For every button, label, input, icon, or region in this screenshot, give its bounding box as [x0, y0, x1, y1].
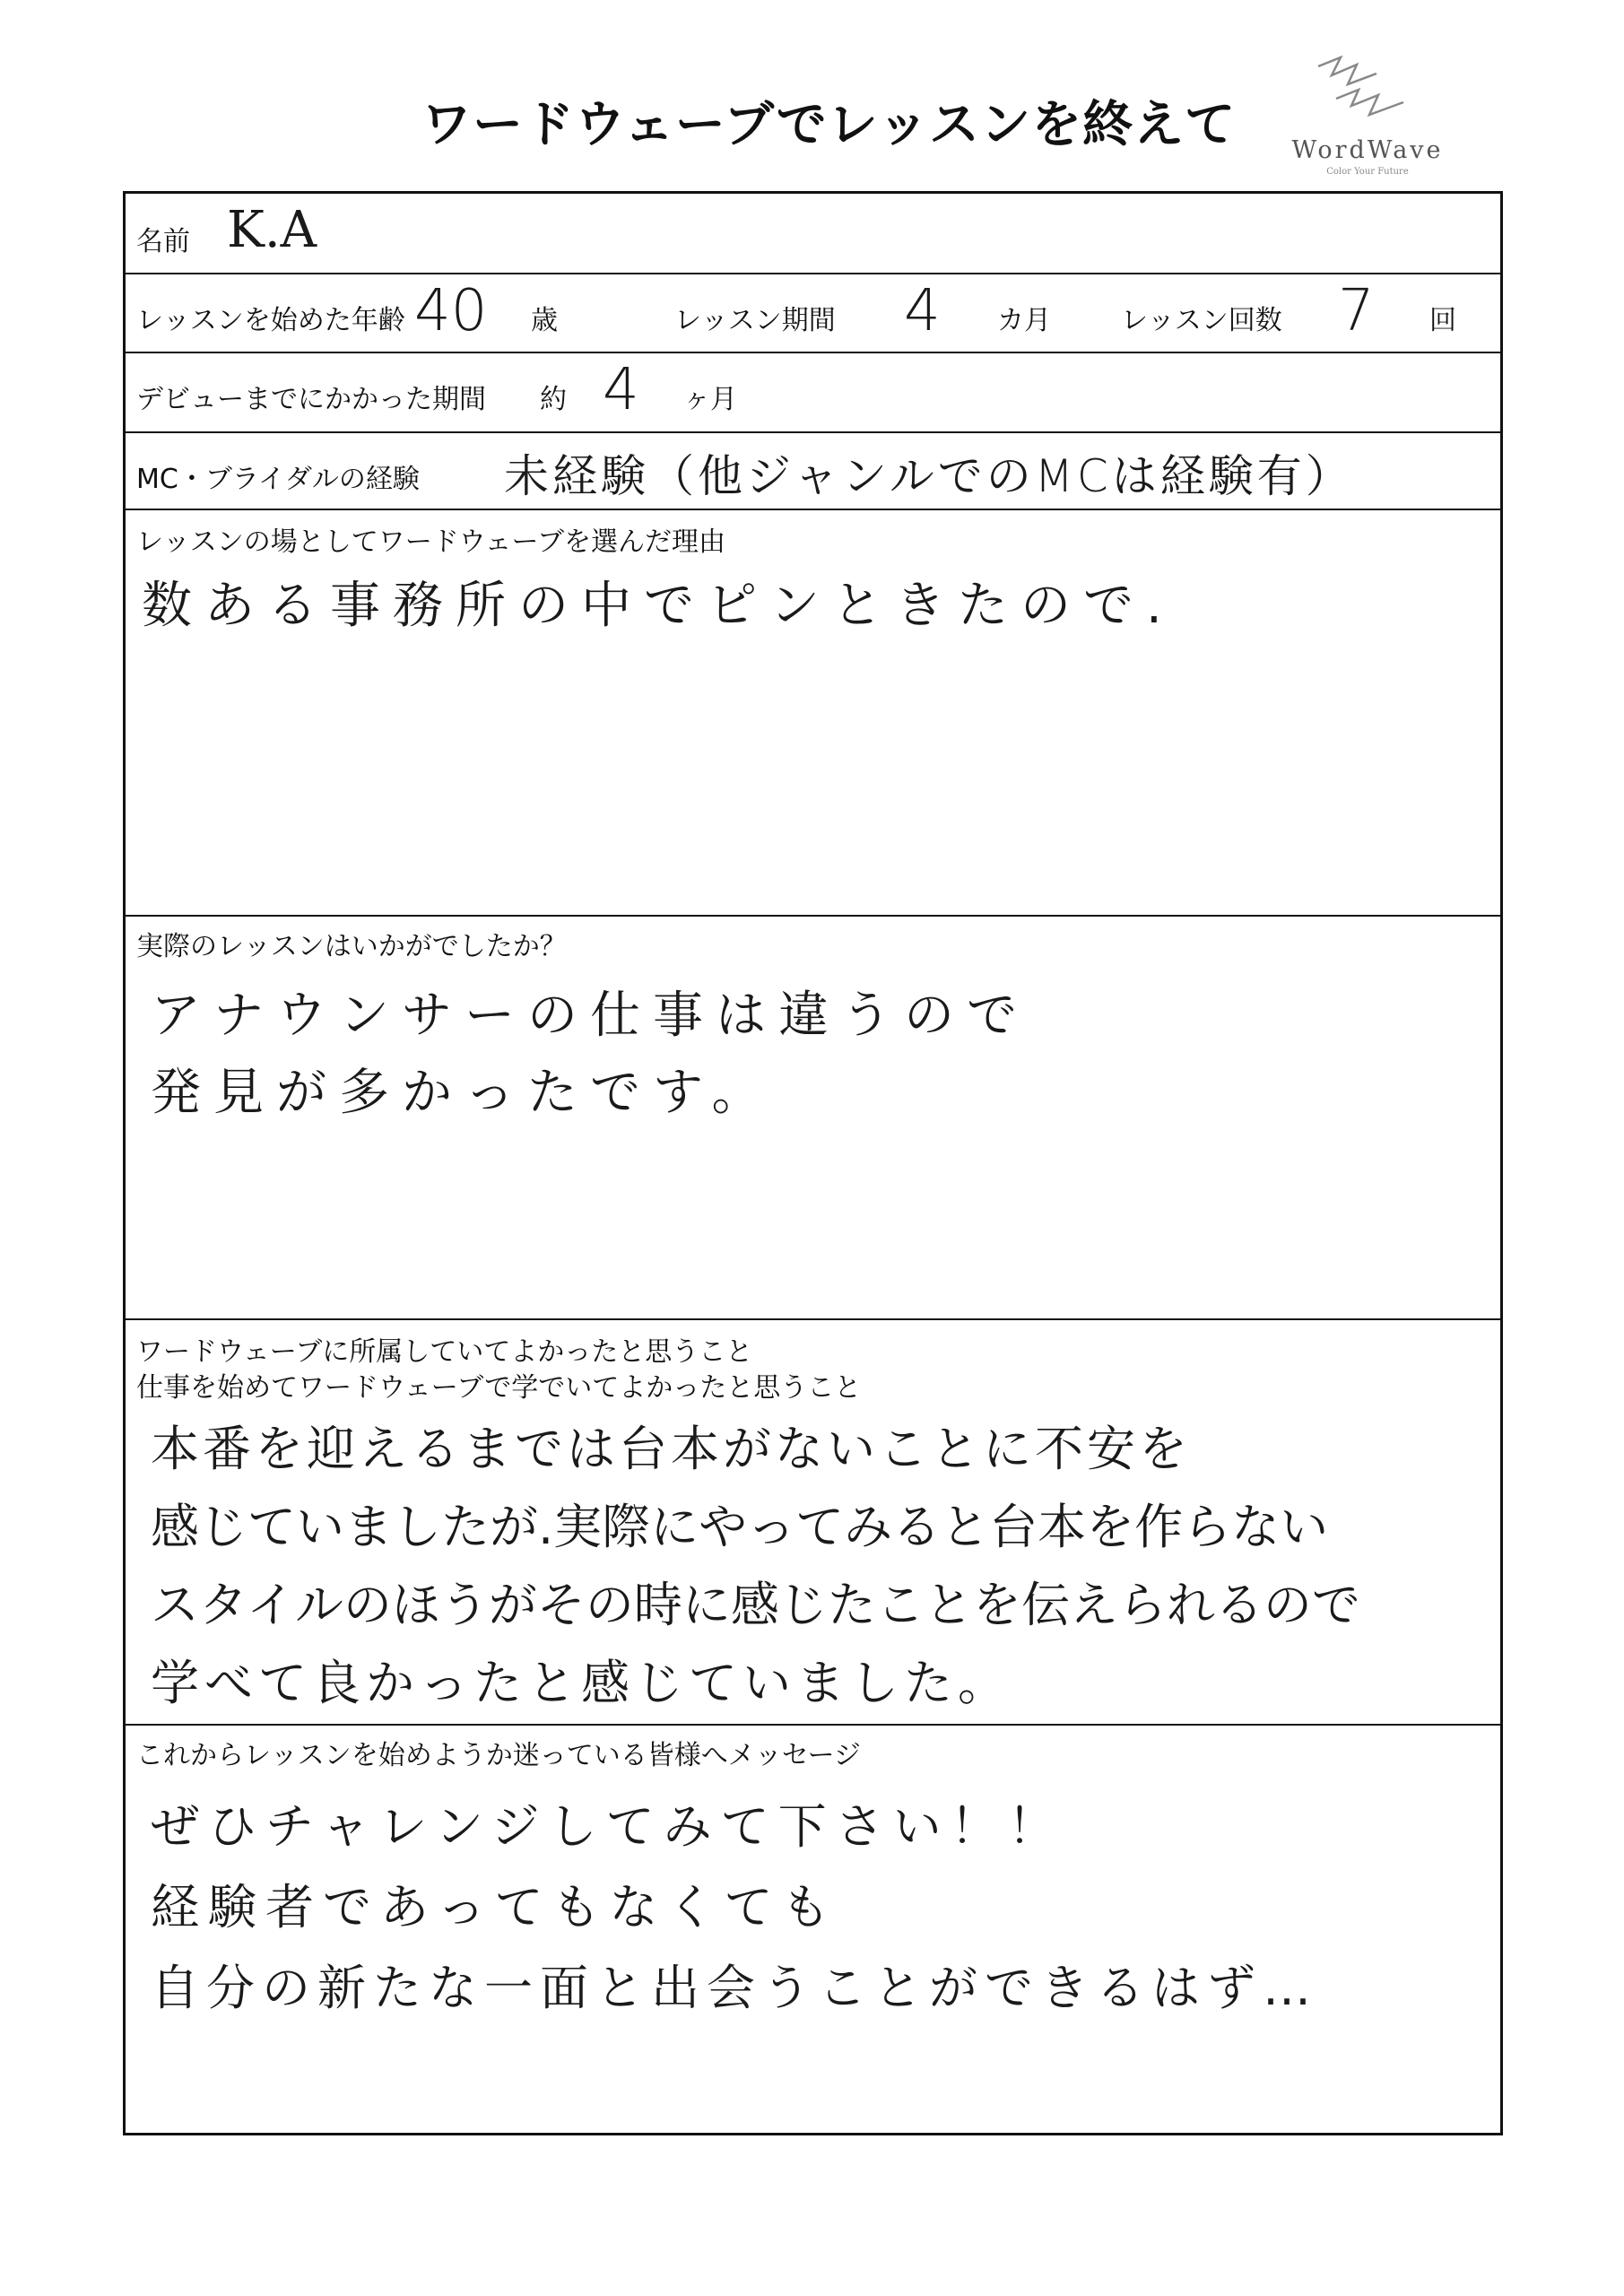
answer-line: 自分の新たな一面と出会うことができるはず… [151, 1960, 1318, 2016]
logo-name: WordWave [1291, 136, 1444, 164]
actual-lesson-answer [151, 978, 1029, 1132]
lesson-count-unit: 回 [1429, 305, 1456, 336]
good-points-answer [151, 1410, 1360, 1722]
answer-line: 学べて良かったと感じていました。 [151, 1655, 1012, 1711]
good-points-label-2: 仕事を始めてワードウェーブで学でいてよかったと思うこと [136, 1372, 862, 1404]
wave-logo-icon [1314, 56, 1421, 127]
debut-period-unit: ヶ月 [683, 384, 737, 415]
name-value: K.A [227, 201, 317, 259]
start-age-unit: 歳 [531, 305, 558, 336]
start-age-label: レッスンを始めた年齢 [136, 305, 405, 336]
debut-period-prefix: 約 [540, 384, 567, 415]
section-reason [126, 510, 1500, 917]
name-label: 名前 [136, 226, 190, 257]
answer-line: ぜひチャレンジしてみて下さい！！ [151, 1798, 1065, 1855]
debut-period-label: デビューまでにかかった期間 [136, 384, 486, 415]
lesson-form [123, 191, 1503, 2135]
answer-line: 感じていましたが.実際にやってみると台本を作らない [151, 1499, 1329, 1555]
answer-line: 数ある事務所の中でピンときたので. [142, 577, 1175, 635]
lesson-period-value: 4 [904, 278, 941, 344]
lesson-count-value: 7 [1338, 278, 1375, 344]
answer-line: アナウンサーの仕事は違うので [151, 987, 1029, 1045]
message-label: これからレッスンを始めようか迷っている皆様へメッセージ [136, 1740, 861, 1771]
debut-period-value: 4 [603, 357, 639, 423]
answer-line: 本番を迎えるまでは台本がないことに不安を [151, 1421, 1191, 1477]
row-age-period-count [126, 274, 1500, 353]
answer-line: 発見が多かったです。 [151, 1064, 775, 1122]
logo-tagline: Color Your Future [1326, 167, 1409, 177]
good-points-label-1: ワードウェーブに所属していてよかったと思うこと [136, 1336, 753, 1368]
reason-label: レッスンの場としてワードウェーブを選んだ理由 [136, 526, 725, 558]
section-good-points [126, 1320, 1500, 1726]
start-age-value: 40 [414, 278, 488, 344]
experience-value: 未経験（他ジャンルでのMCは経験有） [504, 450, 1354, 502]
section-actual-lesson [126, 917, 1500, 1320]
actual-lesson-label: 実際のレッスンはいかがでしたか？ [136, 931, 567, 962]
lesson-period-label: レッスン期間 [674, 305, 836, 336]
answer-line: 経験者であってもなくても [151, 1879, 839, 1935]
reason-answer [142, 566, 1175, 638]
lesson-count-label: レッスン回数 [1121, 305, 1282, 336]
row-name [126, 194, 1500, 274]
row-experience [126, 433, 1500, 510]
message-answer [151, 1787, 1318, 2029]
page-title: ワードウェーブでレッスンを終えて [421, 96, 1237, 154]
wordwave-logo [1264, 56, 1471, 181]
answer-line: スタイルのほうがその時に感じたことを伝えられるので [151, 1577, 1360, 1633]
lesson-period-unit: カ月 [997, 305, 1051, 336]
section-message [126, 1726, 1500, 2133]
row-debut-period [126, 353, 1500, 433]
experience-label: MC・ブライダルの経験 [136, 464, 420, 495]
